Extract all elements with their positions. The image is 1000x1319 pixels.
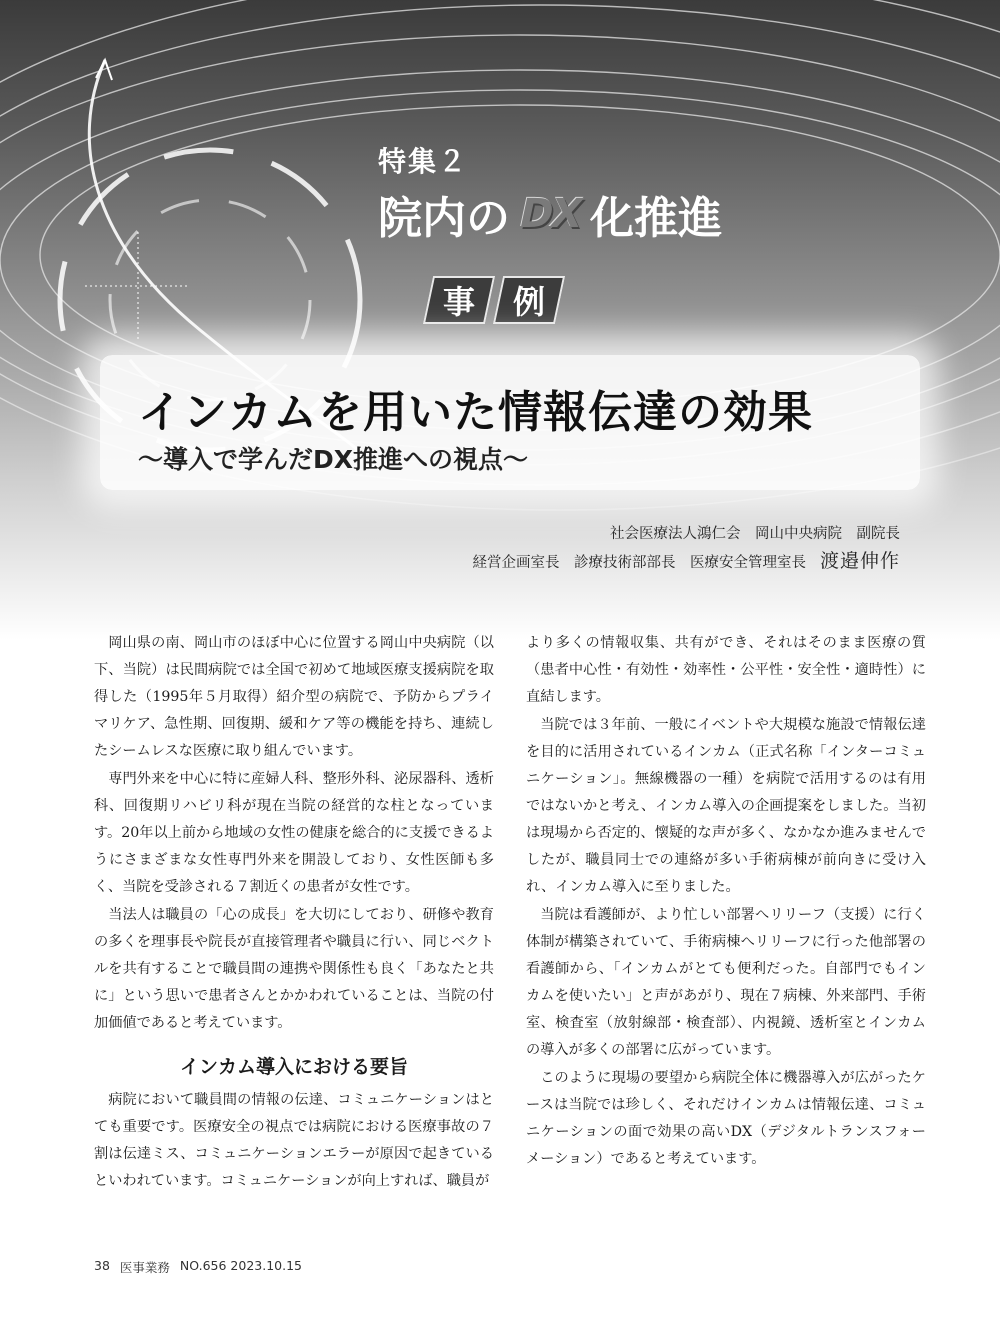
case-badge-char: 事 bbox=[442, 283, 475, 321]
body-column-right bbox=[526, 630, 926, 1174]
magazine-name: 医事業務 bbox=[119, 1260, 170, 1275]
article-subtitle: 〜導入で学んだDX推進への視点〜 bbox=[138, 445, 529, 474]
author-affiliation: 社会医療法人鴻仁会 岡山中央病院 副院長 bbox=[610, 526, 900, 542]
page-number: 38 bbox=[94, 1258, 110, 1273]
paragraph: 岡山県の南、岡山市のほぼ中心に位置する岡山中央病院（以下、当院）は民間病院では全国で初めて地域医療支援病院を取得した（1995年５月取得）紹介型の病院で、予防からプライマリケア、急性期、回復期、緩和ケア等の機能を持ち、連続したシームレスな医療に取り組んでいます。 bbox=[94, 635, 494, 759]
case-badge-box-2 bbox=[493, 276, 565, 324]
dx-logo: DX bbox=[515, 191, 585, 237]
paragraph: 当院は看護師が、より忙しい部署へリリーフ（支援）に行く体制が構築されていて、手術病棟へリリーフに行った他部署の看護師から、「インカムがとても便利だった。自部門でもインカムを使いたい」と声があがり、現在７病棟、外来部門、手術室、検査室（放射線部・検査部）、内視鏡、透析室とインカムの導入が多くの部署に広がっています。 bbox=[526, 907, 926, 1058]
paragraph: 病院において職員間の情報の伝達、コミュニケーションはとても重要です。医療安全の視点では病院における医療事故の７割は伝達ミス、コミュニケーションエラーが原因で起きているといわれています。コミュニケーションが向上すれば、職員が bbox=[94, 1092, 494, 1189]
author-positions: 経営企画室長 診療技術部部長 医療安全管理室長 bbox=[472, 555, 806, 571]
series-title-before: 院内の bbox=[378, 193, 510, 244]
paragraph: より多くの情報収集、共有ができ、それはそのまま医療の質（患者中心性・有効性・効率性・公平性・安全性・適時性）に直結します。 bbox=[526, 635, 926, 705]
paragraph: 当法人は職員の「心の成長」を大切にしており、研修や教育の多くを理事長や院長が直接管理者や職員に行い、同じベクトルを共有することで職員間の連携や関係性も良く「あなたと共に」という思いで患者さんとかかわれていることは、当院の付加価値であると考えています。 bbox=[94, 907, 494, 1031]
issue-info: NO.656 2023.10.15 bbox=[179, 1258, 302, 1273]
page-footer bbox=[94, 1258, 302, 1276]
series-title-after: 化推進 bbox=[590, 193, 723, 244]
paragraph: このように現場の要望から病院全体に機器導入が広がったケースは当院では珍しく、それだけインカムは情報伝達、コミュニケーションの面で効果の高いDX（デジタルトランスフォーメーション）であると考えています。 bbox=[526, 1070, 926, 1167]
paragraph: 専門外来を中心に特に産婦人科、整形外科、泌尿器科、透析科、回復期リハビリ科が現在当院の経営的な柱となっています。20年以上前から地域の女性の健康を総合的に支援できるようにさまざまな女性専門外来を開設しており、女性医師も多く、当院を受診される７割近くの患者が女性です。 bbox=[94, 771, 494, 895]
case-badge-char: 例 bbox=[512, 283, 545, 321]
series-title bbox=[378, 184, 722, 244]
case-badge bbox=[428, 276, 568, 324]
feature-label: 特集２ bbox=[378, 145, 469, 178]
body-column-left bbox=[94, 630, 494, 1196]
author-line bbox=[472, 546, 900, 573]
article-title: インカムを用いた情報伝達の効果 bbox=[138, 387, 813, 438]
author-name: 渡邉伸作 bbox=[819, 550, 900, 572]
paragraph: 当院では３年前、一般にイベントや大規模な施設で情報伝達を目的に活用されているインカム（正式名称「インターコミュニケーション」。無線機器の一種）を病院で活用するのは有用ではないかと考え、インカム導入の企画提案をしました。当初は現場から否定的、懐疑的な声が多く、なかなか進みませんでしたが、職員同士での連絡が多い手術病棟が前向きに受け入れ、インカム導入に至りました。 bbox=[526, 717, 926, 895]
case-badge-box-1 bbox=[423, 276, 495, 324]
section-heading: インカム導入における要旨 bbox=[179, 1056, 408, 1078]
